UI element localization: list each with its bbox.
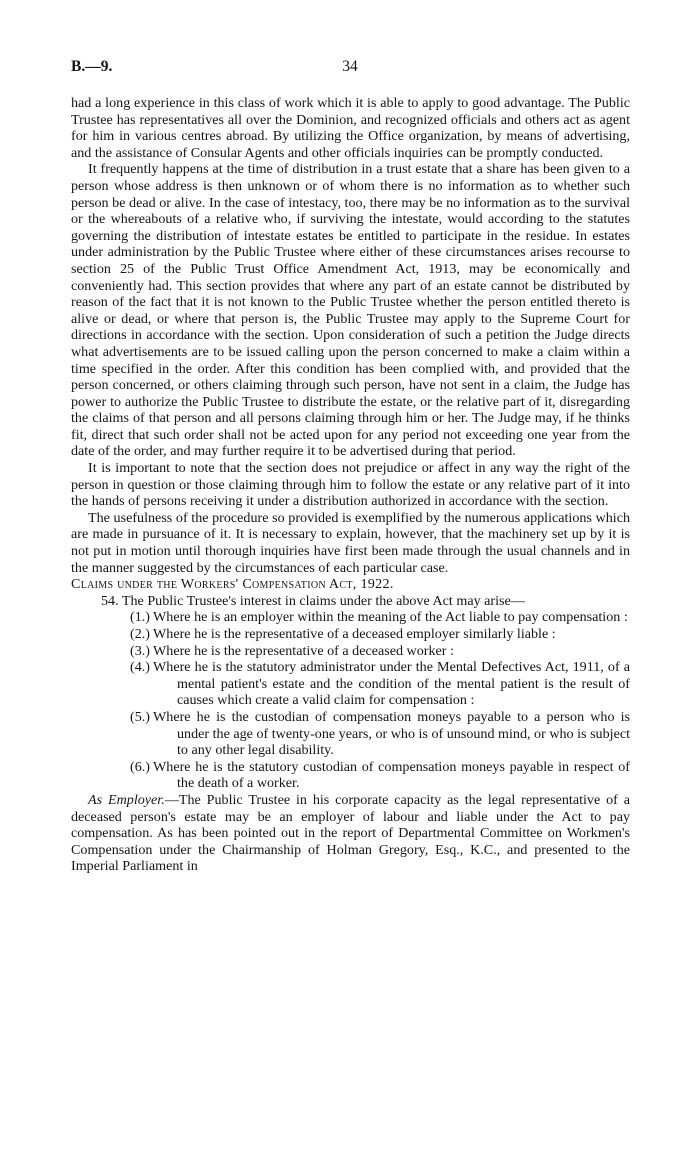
clause-54-lead: 54. The Public Trustee's interest in claims under the above Act may arise— [101, 592, 525, 609]
list-item [130, 659, 630, 709]
page-body [71, 95, 630, 875]
list-item-number: (5.) [130, 708, 150, 725]
list-item-text: Where he is an employer within the meaning of the Act liable to pay compensation : [153, 609, 628, 626]
list-item [130, 759, 630, 792]
list-item-number: (6.) [130, 758, 150, 775]
list-item-text: Where he is the representative of a deceased worker : [153, 642, 454, 659]
list-item-text: Where he is the representative of a deceased employer similarly liable : [153, 626, 556, 642]
list-item-text: Where he is the statutory administrator under the Mental Defectives Act, 1911, of a mental patient's estate and the condition of the mental patient is the result of causes which create a valid claim for compensation : [153, 659, 630, 709]
list-item [130, 609, 630, 626]
list-item-text: Where he is the custodian of compensation moneys payable to a person who is under the age of twenty-one years, or who is of unsound mind, or who is subject to any other legal disability. [153, 708, 630, 759]
paragraph-section-effect: It is important to note that the section does not prejudice or affect in any way the right of the person in question or those claiming through him to follow the estate or any relative part of it into the hands of persons receiving it under a distribution authorized in accordance with the section. [71, 460, 630, 510]
list-item [130, 626, 630, 643]
list-item [130, 709, 630, 759]
list-item-text: Where he is the statutory custodian of compensation moneys payable in respect of the death of a worker. [153, 758, 630, 792]
page-header [71, 58, 629, 80]
clause-54-list [130, 609, 630, 792]
list-item-number: (4.) [130, 659, 150, 676]
list-item-number: (1.) [130, 609, 150, 626]
section-heading: Claims under the Workers' Compensation Act, 1922. [71, 576, 394, 593]
paragraph-as-employer [71, 792, 630, 875]
as-employer-keyword: As Employer. [88, 791, 165, 808]
list-item [130, 643, 630, 660]
page-number: 34 [342, 58, 358, 75]
paragraph-unknown-beneficiaries: It frequently happens at the time of distribution in a trust estate that a share has been given to a person whose address is then unknown or of whom there is no information as to whether such person be dead or alive. In the case of intestacy, too, there may be no information as to the survival or the whereabouts of a relative who, if surviving the intestate, would according to the statutes governing the distribution of intestate estates be entitled to participate in the residue. In estates under administration by the Public Trustee where either of these circumstances arises recourse to section 25 of the Public Trust Office Amendment Act, 1913, may be economically and conveniently had. This section provides that where any part of an estate cannot be distributed by reason of the fact that it is not known to the Public Trustee whether the person entitled thereto is alive or dead, or where that person is, the Public Trustee may apply to the Supreme Court for directions in accordance with the section. Upon consideration of such a petition the Judge directs what advertisements are to be issued calling upon the person concerned to make a claim within a time specified in the order. After this condition has been complied with, and provided that the person concerned, or others claiming through such person, have not sent in a claim, the Judge has power to authorize the Public Trustee to distribute the estate, or the relative part of it, disregarding the claims of that person and all persons claiming through him or her. The Judge may, if he thinks fit, direct that such order shall not be acted upon for any period not exceeding one year from the date of the order, and may further require it to be advertised during that period. [71, 161, 630, 460]
report-reference: B.—9. [71, 58, 113, 75]
as-employer-text: —The Public Trustee in his corporate capacity as the legal representative of a deceased person's estate may be an employer of labour and liable under the Act to pay compensation. As has been pointed out in the report of Departmental Committee on Workmen's Compensation under the Chairmanship of Holman Gregory, Esq., K.C., and presented to the Imperial Parliament in [71, 791, 630, 875]
paragraph-continuation: had a long experience in this class of work which it is able to apply to good advantage. The Public Trustee has representatives all over the Dominion, and recognized officials and others act as agent for him in various centres abroad. By utilizing the Office organization, by means of advertising, and the assistance of Consular Agents and other officials inquiries can be promptly conducted. [71, 95, 630, 161]
paragraph-usefulness: The usefulness of the procedure so provided is exemplified by the numerous applications which are made in pursuance of it. It is necessary to explain, however, that the machinery set up by it is not put in motion until thorough inquiries have first been made through the usual channels and in the manner suggested by the circumstances of each particular case. [71, 509, 630, 576]
list-item-number: (2.) [130, 626, 150, 642]
list-item-number: (3.) [130, 642, 150, 659]
